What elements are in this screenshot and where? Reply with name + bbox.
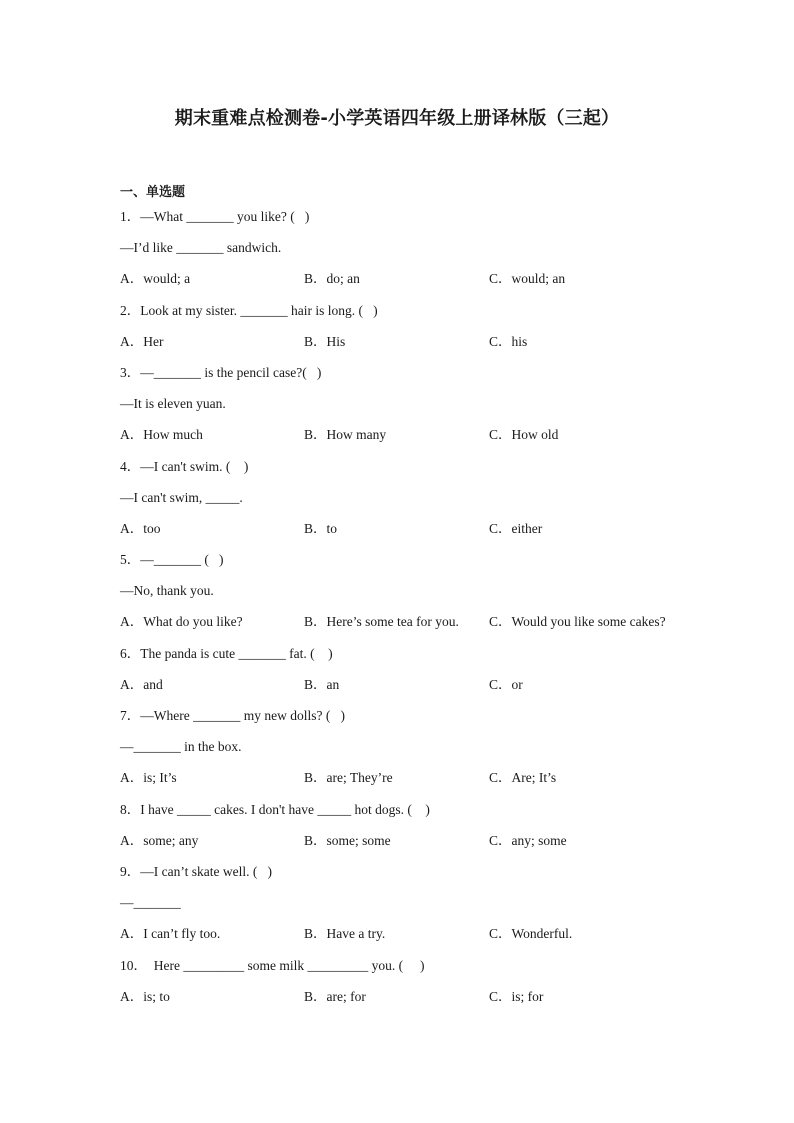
question-3-stem-line-2: —It is eleven yuan. <box>120 396 226 411</box>
question-1-option-b: B．do; an <box>304 271 360 286</box>
question-4-option-a: A．too <box>120 521 161 536</box>
question-6-option-c: C．or <box>489 677 523 692</box>
section-heading: 一、单选题 <box>120 185 186 200</box>
question-8-option-b: B．some; some <box>304 833 391 848</box>
question-8-option-a: A．some; any <box>120 833 199 848</box>
question-5-option-b: B．Here’s some tea for you. <box>304 614 459 629</box>
question-4-option-b: B．to <box>304 521 338 536</box>
question-1-stem-line-2: —I’d like _______ sandwich. <box>120 240 282 255</box>
question-7-stem-line-2: —_______ in the box. <box>120 739 242 754</box>
question-3-stem: 3．—_______ is the pencil case?( ) <box>120 365 322 380</box>
question-3-option-a: A．How much <box>120 427 203 442</box>
question-9-option-c: C．Wonderful. <box>489 926 573 941</box>
question-5-option-a: A．What do you like? <box>120 614 243 629</box>
question-5-stem-line-2: —No, thank you. <box>120 583 214 598</box>
question-2-stem: 2．Look at my sister. _______ hair is long. ( ) <box>120 303 378 318</box>
question-2-option-c: C．his <box>489 334 528 349</box>
question-10-option-a: A．is; to <box>120 989 170 1004</box>
question-1-stem: 1．—What _______ you like? ( ) <box>120 209 310 224</box>
question-7-option-a: A．is; It’s <box>120 770 177 785</box>
question-9-option-a: A．I can’t fly too. <box>120 926 221 941</box>
question-7-stem: 7．—Where _______ my new dolls? ( ) <box>120 708 345 723</box>
question-4-stem: 4．—I can't swim. ( ) <box>120 459 249 474</box>
question-10-option-b: B．are; for <box>304 989 366 1004</box>
question-9-stem-line-2: —_______ <box>120 895 181 910</box>
question-3-option-c: C．How old <box>489 427 559 442</box>
question-1-option-c: C．would; an <box>489 271 566 286</box>
question-6-stem: 6．The panda is cute _______ fat. ( ) <box>120 646 333 661</box>
page-title: 期末重难点检测卷-小学英语四年级上册译林版（三起） <box>174 108 620 129</box>
question-4-option-c: C．either <box>489 521 543 536</box>
question-7-option-c: C．Are; It’s <box>489 770 557 785</box>
question-8-option-c: C．any; some <box>489 833 567 848</box>
question-1-option-a: A．would; a <box>120 271 191 286</box>
question-6-option-b: B．an <box>304 677 340 692</box>
question-10-stem: 10． Here _________ some milk _________ you. ( ) <box>120 958 425 973</box>
question-5-option-c: C．Would you like some cakes? <box>489 614 666 629</box>
question-8-stem: 8．I have _____ cakes. I don't have _____ hot dogs. ( ) <box>120 802 430 817</box>
question-3-option-b: B．How many <box>304 427 387 442</box>
question-2-option-b: B．His <box>304 334 346 349</box>
question-6-option-a: A．and <box>120 677 163 692</box>
question-5-stem: 5．—_______ ( ) <box>120 552 224 567</box>
question-7-option-b: B．are; They’re <box>304 770 393 785</box>
question-9-option-b: B．Have a try. <box>304 926 386 941</box>
question-4-stem-line-2: —I can't swim, _____. <box>120 490 243 505</box>
question-10-option-c: C．is; for <box>489 989 544 1004</box>
question-2-option-a: A．Her <box>120 334 164 349</box>
question-9-stem: 9．—I can’t skate well. ( ) <box>120 864 272 879</box>
